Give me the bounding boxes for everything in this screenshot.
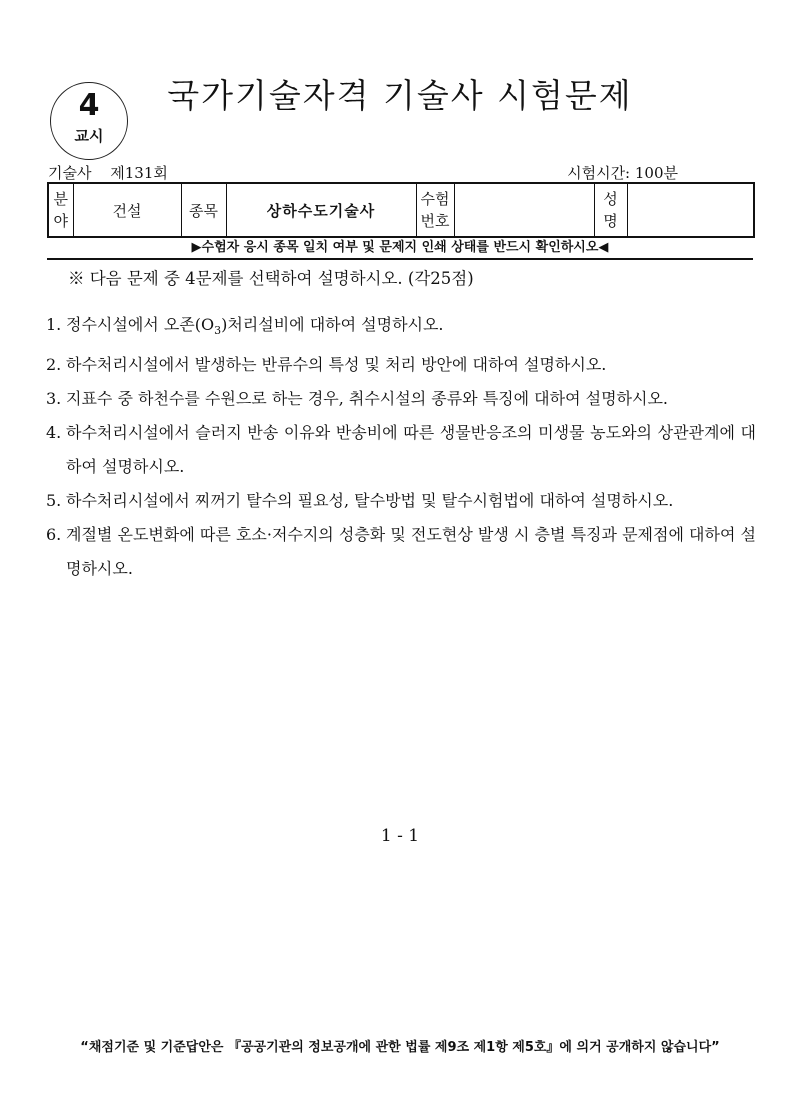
question-item (46, 518, 756, 586)
question-number: 6. (46, 525, 62, 545)
exam-time: 시험시간: 100분 (567, 164, 678, 182)
field-label: 분 야 (48, 183, 73, 237)
exam-round: 제131회 (110, 164, 168, 182)
question-number: 2. (46, 355, 62, 375)
question-item (46, 416, 756, 484)
question-number: 3. (46, 389, 62, 409)
check-notice: ▶수험자 응시 종목 일치 여부 및 문제지 인쇄 상태를 반드시 확인하시오◀ (47, 236, 753, 260)
question-number: 1. (46, 315, 62, 334)
question-text: 지표수 중 하천수를 수원으로 하는 경우, 취수시설의 종류와 특징에 대하여 설명하시오. (66, 389, 668, 409)
name-label: 성 명 (594, 183, 627, 237)
question-text: 하수처리시설에서 슬러지 반송 이유와 반송비에 따른 생물반응조의 미생물 농도와의 상관관계에 대하여 설명하시오. (66, 423, 756, 477)
exam-number-field[interactable] (454, 183, 594, 237)
page-title: 국가기술자격 기술사 시험문제 (167, 76, 633, 115)
period-badge (50, 82, 128, 160)
period-number: 4 (78, 88, 100, 123)
exam-number-label: 수험 번호 (416, 183, 454, 237)
disclosure-footer: “채점기준 및 기준답안은 『공공기관의 정보공개에 관한 법률 제9조 제1항 제5호』에 의거 공개하지 않습니다” (80, 1040, 720, 1055)
exam-info-table (47, 182, 755, 238)
question-item (46, 348, 756, 382)
question-item (46, 382, 756, 416)
instruction-text: ※ 다음 문제 중 4문제를 선택하여 설명하시오. (각25점) (68, 269, 474, 288)
type-label: 종목 (181, 183, 226, 237)
subject-name: 상하수도기술사 (226, 183, 416, 237)
page-number: 1 - 1 (380, 826, 420, 846)
exam-category: 기술사 (48, 164, 92, 182)
exam-meta (48, 162, 182, 183)
field-value: 건설 (73, 183, 181, 237)
question-list (46, 308, 756, 586)
question-number: 4. (46, 423, 62, 443)
period-label: 교시 (74, 127, 104, 145)
question-text: 계절별 온도변화에 따른 호소·저수지의 성층화 및 전도현상 발생 시 층별 특징과 문제점에 대하여 설명하시오. (66, 525, 756, 579)
question-text: 하수처리시설에서 발생하는 반류수의 특성 및 처리 방안에 대하여 설명하시오. (66, 355, 607, 375)
name-field[interactable] (627, 183, 754, 237)
question-item (46, 484, 756, 518)
question-number: 5. (46, 491, 62, 511)
question-item (46, 308, 756, 348)
question-text: 정수시설에서 오존$(O_3)$처리설비에 대하여 설명하시오. (66, 315, 444, 338)
question-text: 하수처리시설에서 찌꺼기 탈수의 필요성, 탈수방법 및 탈수시험법에 대하여 설명하시오. (66, 491, 674, 511)
